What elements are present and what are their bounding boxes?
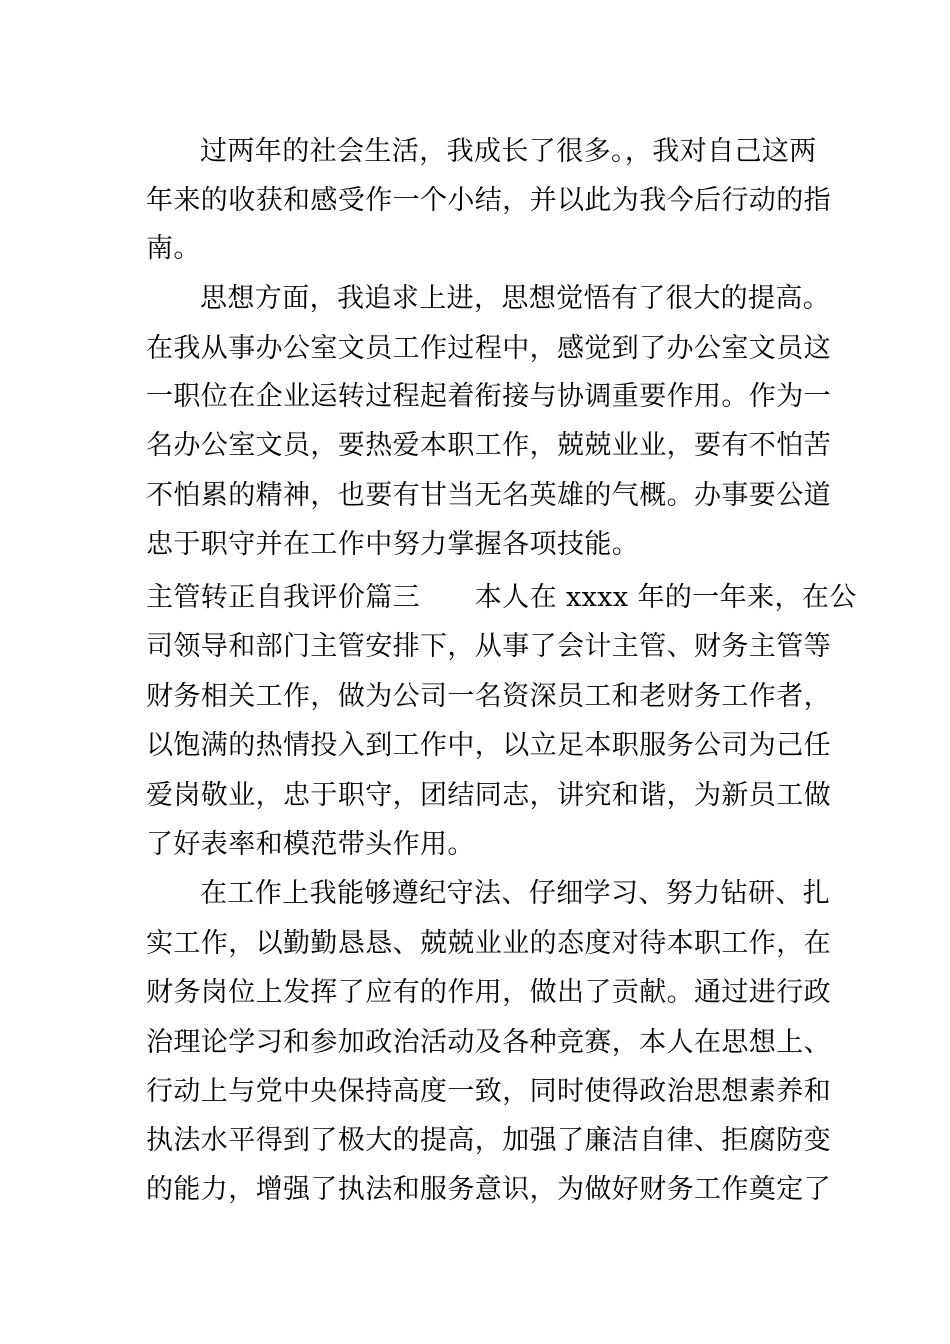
text-line: 不怕累的精神，也要有甘当无名英雄的气概。办事要公道	[146, 480, 831, 511]
text-line: 执法水平得到了极大的提高，加强了廉洁自律、拒腐防变	[146, 1125, 831, 1156]
text-line: 司领导和部门主管安排下，从事了会计主管、财务主管等	[146, 631, 831, 662]
text-line: 一职位在企业运转过程起着衔接与协调重要作用。作为一	[146, 381, 831, 412]
text-line: 在工作上我能够遵纪守法、仔细学习、努力钻研、扎	[200, 878, 831, 909]
text-line: 南。	[146, 233, 201, 264]
section-heading-line: 主管转正自我评价篇三 本人在 xxxx 年的一年来，在公	[146, 582, 857, 613]
text-line: 爱岗敬业，忠于职守，团结同志，讲究和谐，为新员工做	[146, 780, 831, 811]
text-line: 治理论学习和参加政治活动及各种竞赛，本人在思想上、	[146, 1027, 831, 1058]
text-line: 财务相关工作，做为公司一名资深员工和老财务工作者，	[146, 681, 831, 712]
text-line: 忠于职守并在工作中努力掌握各项技能。	[146, 529, 640, 560]
text-line: 的能力，增强了执法和服务意识，为做好财务工作奠定了	[146, 1174, 831, 1205]
text-line: 财务岗位上发挥了应有的作用，做出了贡献。通过进行政	[146, 977, 831, 1008]
text-line: 在我从事办公室文员工作过程中，感觉到了办公室文员这	[146, 333, 831, 364]
text-line: 行动上与党中央保持高度一致，同时使得政治思想素养和	[146, 1076, 831, 1107]
text-line: 年来的收获和感受作一个小结，并以此为我今后行动的指	[146, 185, 831, 216]
text-line: 名办公室文员，要热爱本职工作，兢兢业业，要有不怕苦	[146, 430, 831, 461]
text-line: 过两年的社会生活，我成长了很多。，我对自己这两	[200, 136, 817, 167]
text-line: 思想方面，我追求上进，思想觉悟有了很大的提高。	[200, 283, 831, 314]
text-line: 了好表率和模范带头作用。	[146, 829, 475, 860]
text-line: 以饱满的热情投入到工作中，以立足本职服务公司为己任	[146, 730, 831, 761]
text-line: 实工作，以勤勤恳恳、兢兢业业的态度对待本职工作，在	[146, 928, 831, 959]
